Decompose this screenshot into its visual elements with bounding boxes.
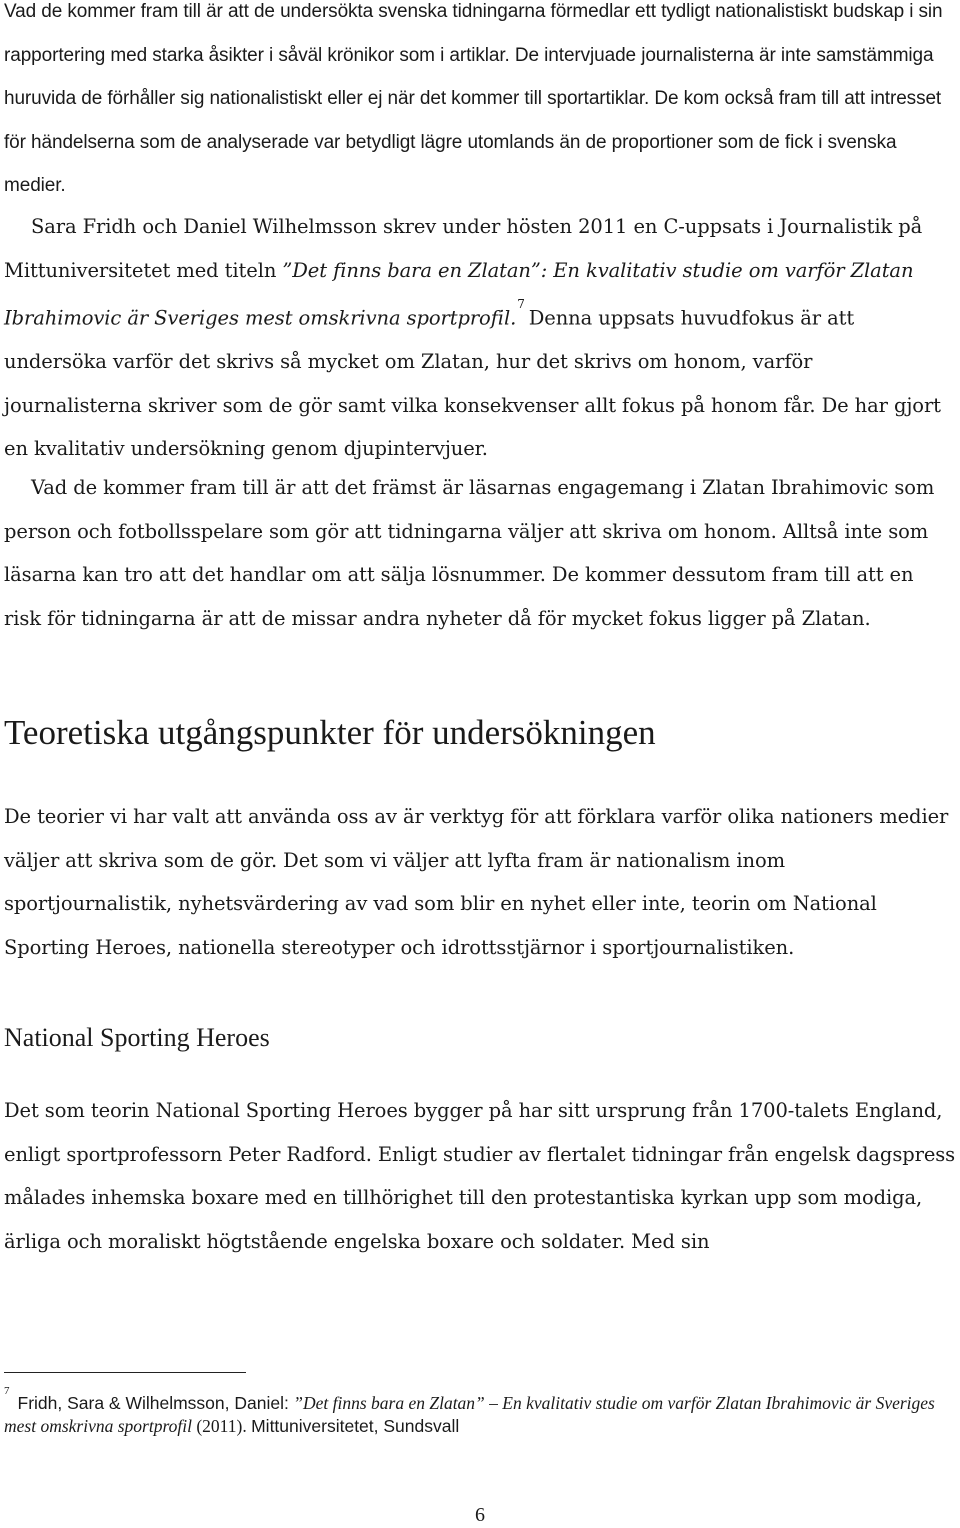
page-number: 6 (475, 1504, 485, 1526)
footnote-authors: Fridh, Sara & Wilhelmsson, Daniel: (17, 1392, 289, 1413)
footnote-number: 7 (4, 1385, 10, 1397)
footnote-publisher: Mittuniversitetet, Sundsvall (251, 1415, 460, 1436)
paragraph-text: Vad de kommer fram till är att de undersökta svenska tidningarna förmedlar ett tydligt nationalistiskt budskap i sin rapportering med starka åsikter i såväl krönikor som i artiklar. De intervjuade journalisterna är inte samstämmiga huruvida de förhåller sig nationalistiskt eller ej när det kommer till sportartiklar. De kom också fram till att intresset för händelserna som de analyserade var betydligt lägre utomlands än de proportioner som de fick i svenska medier. (4, 1, 943, 196)
paragraph-text: De teorier vi har valt att använda oss av är verktyg för att förklara varför olika nationers medier väljer att skriva som de gör. Det som vi väljer att lyfta fram är nationalism inom sportjournalistik, nyhetsvärdering av vad som blir en nyhet eller inte, teorin om National Sporting Heroes, nationella stereotyper och idrottsstjärnor i sportjournalistiken. (4, 805, 949, 959)
paragraph-national-sporting-heroes (4, 1089, 956, 1263)
footnote-title: ”Det finns bara en Zlatan” – En kvalitativ studie om varför Zlatan Ibrahimovic är Sveriges mest omskrivna sportprofil (4, 1392, 935, 1436)
paragraph-results (4, 466, 956, 640)
paragraph-text-rest: Denna uppsats huvudfokus är att undersöka varför det skrivs så mycket om Zlatan, hur det skrivs om honom, varför journalisterna skriver som de gör samt vilka konsekvenser allt fokus på honom får. De har gjort en kvalitativ undersökning genom djupintervjuer. (4, 306, 941, 460)
paragraph-fridh-wilhelmsson (4, 205, 956, 471)
paragraph-previous-study-summary (4, 0, 956, 208)
thesis-title: ”Det finns bara en Zlatan”: En kvalitativ studie om varför Zlatan Ibrahimovic är Sveriges mest omskrivna sportprofil. (4, 258, 914, 330)
footnote (4, 1385, 956, 1438)
paragraph-text: Det som teorin National Sporting Heroes bygger på har sitt ursprung från 1700-talets England, enligt sportprofessorn Peter Radford. Enligt studier av flertalet tidningar från engelsk dagspress målades inhemska boxare med en tillhörighet till den protestantiska kyrkan upp som modiga, ärliga och moraliskt högtstående engelska boxare och soldater. Med sin (4, 1099, 956, 1253)
subsection-heading: National Sporting Heroes (4, 1023, 270, 1052)
paragraph-theories (4, 795, 956, 969)
section-heading: Teoretiska utgångspunkter för undersökningen (4, 713, 656, 752)
paragraph-text: Vad de kommer fram till är att det främst är läsarnas engagemang i Zlatan Ibrahimovic som person och fotbollsspelare som gör att tidningarna väljer att skriva om honom. Alltså inte som läsarna kan tro att det handlar om att sälja lösnummer. De kommer dessutom fram till att en risk för tidningarna är att de missar andra nyheter då för mycket fokus ligger på Zlatan. (4, 476, 935, 630)
footnote-separator (4, 1372, 246, 1373)
footnote-year: (2011). (196, 1415, 247, 1436)
paragraph-text-intro: Sara Fridh och Daniel Wilhelmsson skrev under hösten 2011 en C-uppsats i Journalistik på Mittuniversitetet med titeln (4, 215, 923, 282)
footnote-reference[interactable]: 7 (517, 297, 525, 311)
